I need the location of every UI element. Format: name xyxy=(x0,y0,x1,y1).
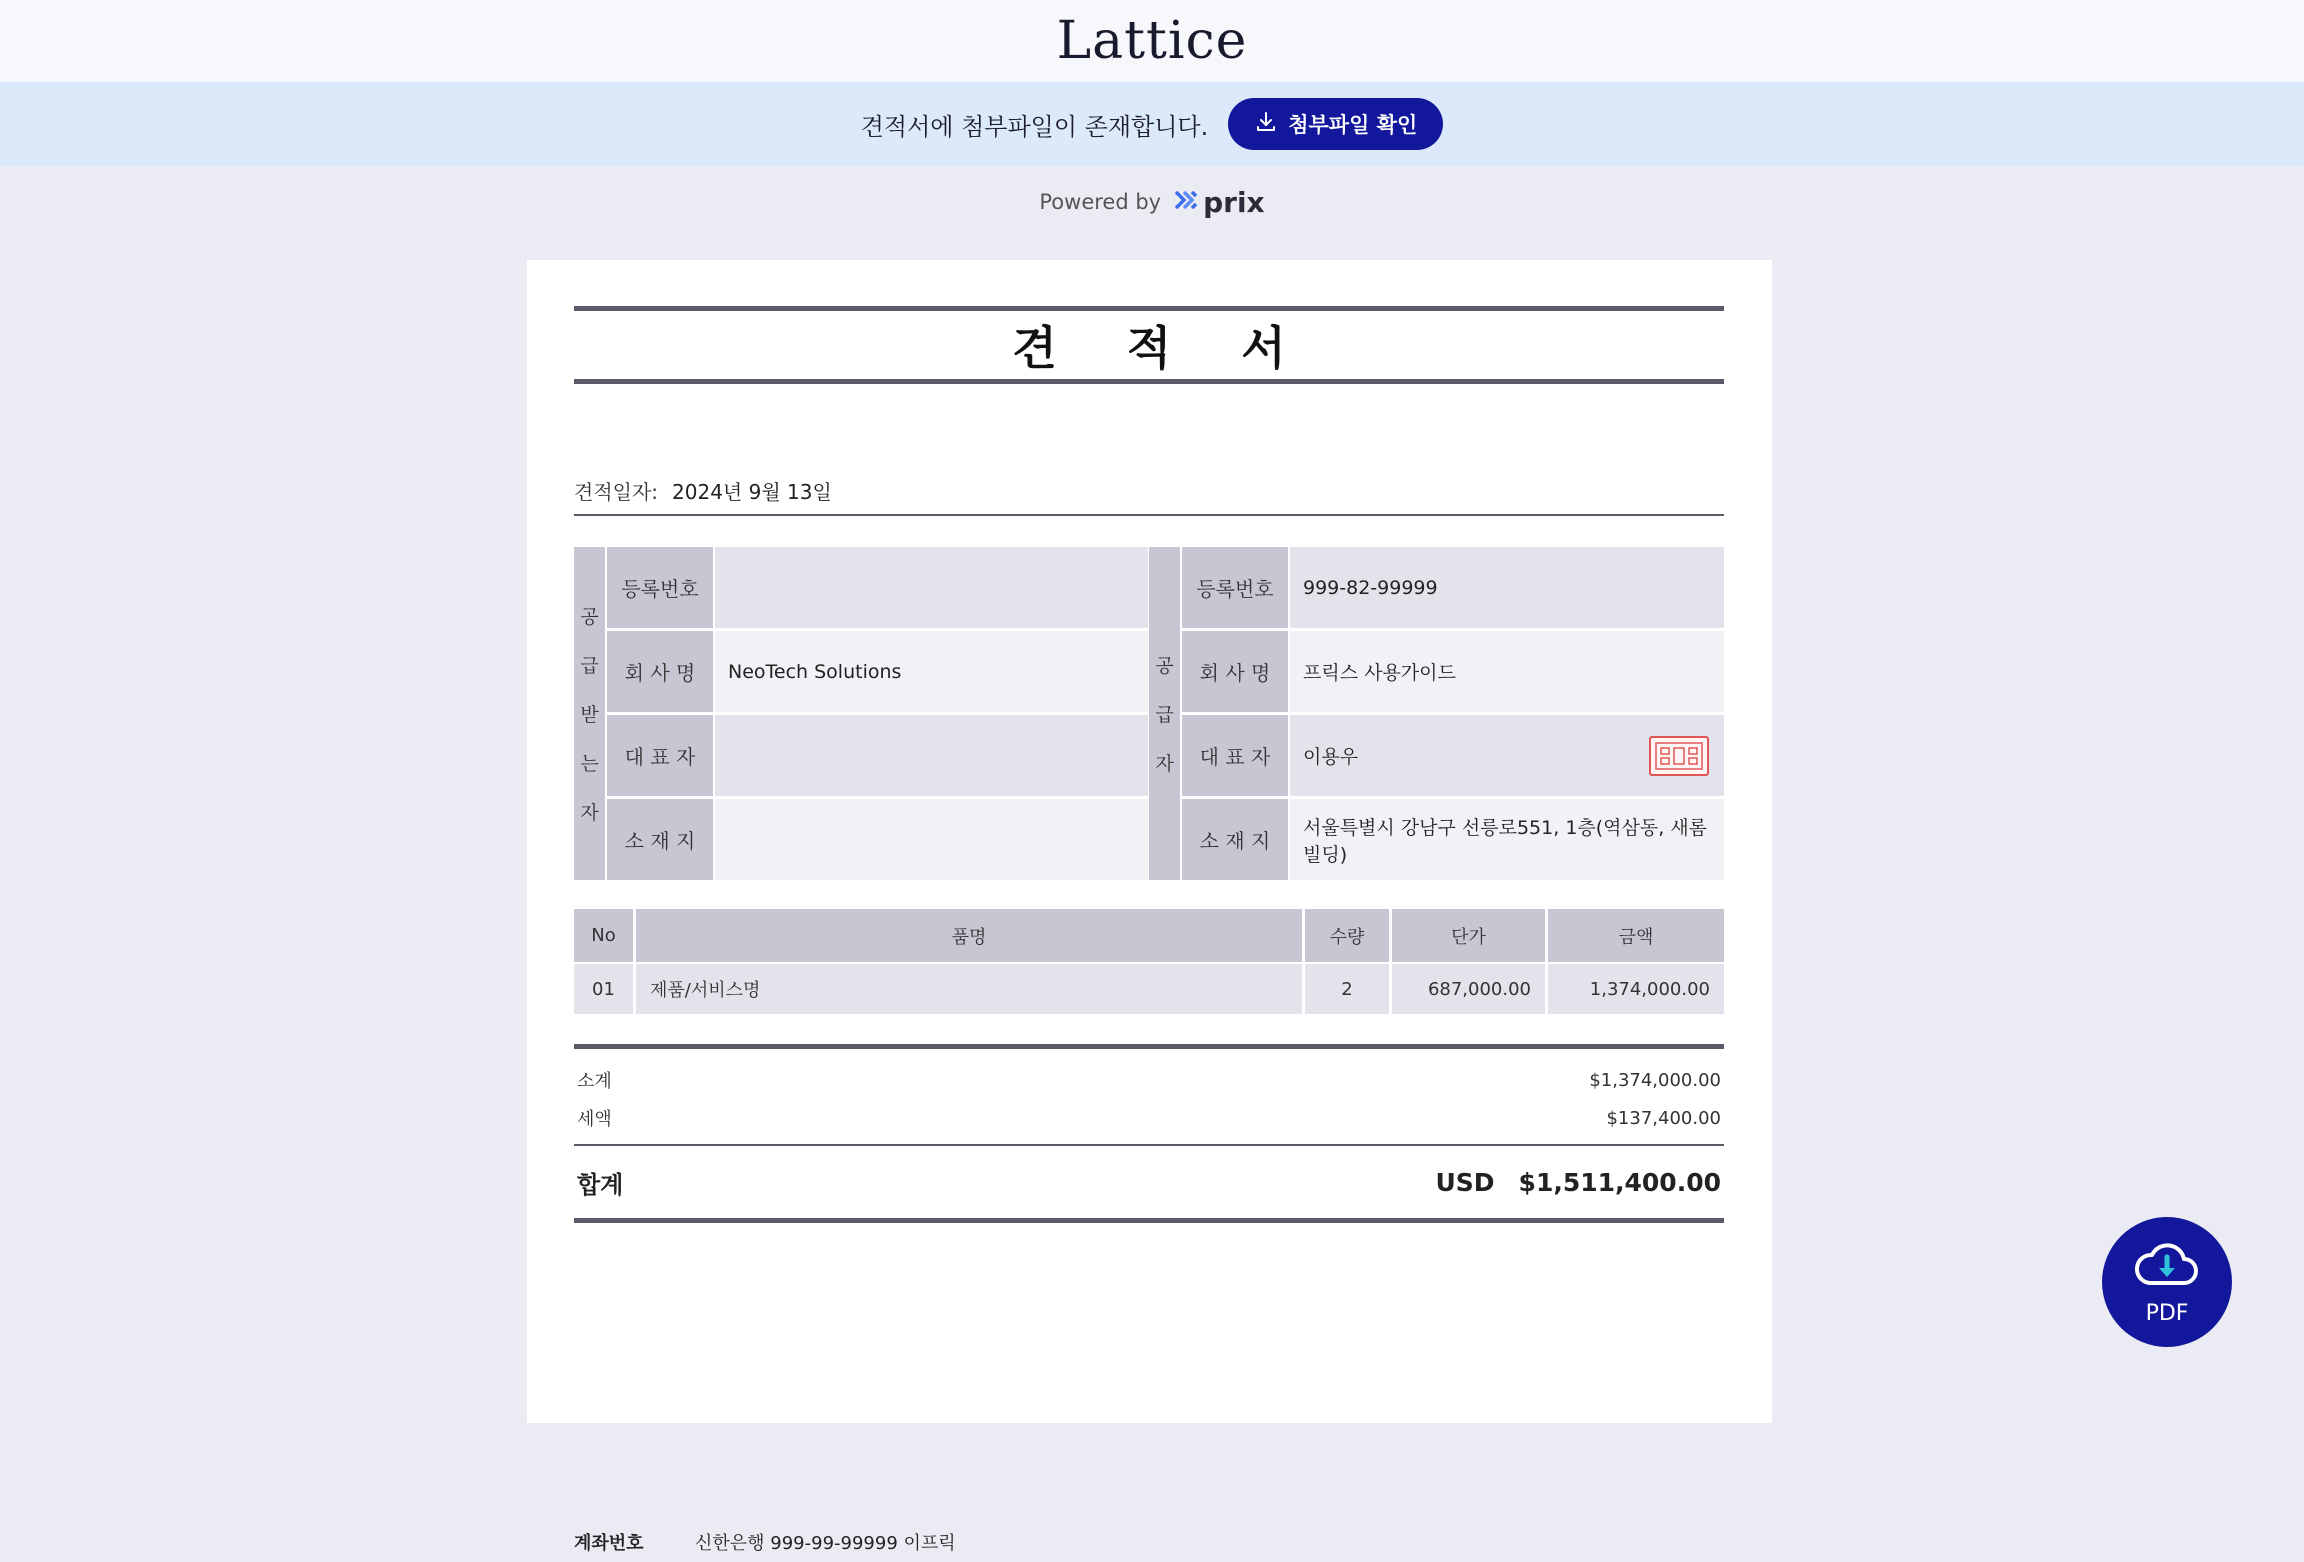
grand-total-label: 합계 xyxy=(577,1170,624,1199)
document-title-block xyxy=(574,306,1724,384)
subtotal-value: $1,374,000.00 xyxy=(1589,1069,1721,1091)
totals-bottom-rule xyxy=(574,1218,1724,1223)
buyer-ceo-value xyxy=(715,715,1148,796)
subtotal-row xyxy=(574,1061,1724,1099)
top-bar xyxy=(0,0,2304,82)
buyer-side-label xyxy=(574,547,605,880)
supplier-side-char: 자 xyxy=(1155,753,1174,775)
view-attachment-label: 첨부파일 확인 xyxy=(1288,113,1418,137)
bank-account-value: 신한은행 999-99-99999 이프릭 xyxy=(695,1533,956,1554)
pdf-label: PDF xyxy=(2145,1300,2189,1326)
powered-by-text: Powered by xyxy=(1039,190,1162,214)
quote-document xyxy=(527,260,1772,1554)
powered-by xyxy=(0,182,2304,222)
items-header-amount: 금액 xyxy=(1548,909,1724,962)
bank-account-row xyxy=(574,1522,1724,1562)
item-no: 01 xyxy=(574,964,633,1014)
company-seal-stamp xyxy=(1649,736,1709,776)
buyer-ceo-label: 대 표 자 xyxy=(607,715,713,796)
bank-account-label: 계좌번호 xyxy=(574,1533,644,1554)
brand-logo[interactable]: Lattice xyxy=(1056,11,1248,71)
tax-value: $137,400.00 xyxy=(1606,1107,1721,1129)
grand-total-value: $1,511,400.00 xyxy=(1518,1167,1721,1197)
supplier-side-label xyxy=(1149,547,1180,880)
subtotal-label: 소계 xyxy=(577,1071,612,1092)
attachment-banner xyxy=(0,82,2304,166)
prix-mark-icon xyxy=(1173,187,1199,218)
items-header-unit-price: 단가 xyxy=(1392,909,1545,962)
prix-logo-text: prix xyxy=(1203,185,1265,219)
supplier-side-char: 공 xyxy=(1155,655,1174,677)
items-table xyxy=(574,909,1724,1014)
document-title: 견적서 xyxy=(1012,321,1356,375)
supplier-reg-label: 등록번호 xyxy=(1182,547,1288,628)
quote-date-label: 견적일자: xyxy=(574,479,659,504)
supplier-side-char: 급 xyxy=(1155,704,1174,726)
buyer-address-value xyxy=(715,799,1148,880)
party-info-table xyxy=(574,547,1724,880)
item-name: 제품/서비스명 xyxy=(636,964,1302,1014)
buyer-reg-label: 등록번호 xyxy=(607,547,713,628)
buyer-reg-value xyxy=(715,547,1148,628)
buyer-side-char: 자 xyxy=(580,802,599,824)
grand-total-row xyxy=(574,1146,1724,1218)
buyer-company-value: NeoTech Solutions xyxy=(715,631,1148,712)
buyer-address-label: 소 재 지 xyxy=(607,799,713,880)
items-header-no: No xyxy=(574,909,633,962)
buyer-company-label: 회 사 명 xyxy=(607,631,713,712)
supplier-address-value: 서울특별시 강남구 선릉로551, 1층(역삼동, 새롬빌딩) xyxy=(1290,799,1724,880)
supplier-reg-value: 999-82-99999 xyxy=(1290,547,1724,628)
item-qty: 2 xyxy=(1305,964,1389,1014)
supplier-company-value: 프릭스 사용가이드 xyxy=(1290,631,1724,712)
quote-date-value: 2024년 9월 13일 xyxy=(672,479,832,504)
prix-logo[interactable] xyxy=(1173,186,1265,219)
supplier-ceo-cell xyxy=(1290,715,1724,796)
buyer-side-char: 급 xyxy=(580,655,599,677)
supplier-address-label: 소 재 지 xyxy=(1182,799,1288,880)
tax-row xyxy=(574,1099,1724,1137)
buyer-side-char: 받 xyxy=(580,704,599,726)
buyer-side-char: 는 xyxy=(580,753,599,775)
view-attachment-button[interactable] xyxy=(1228,98,1443,150)
items-header-qty: 수량 xyxy=(1305,909,1389,962)
item-amount: 1,374,000.00 xyxy=(1548,964,1724,1014)
totals-section xyxy=(574,1044,1724,1223)
buyer-side-char: 공 xyxy=(580,606,599,628)
supplier-ceo-label: 대 표 자 xyxy=(1182,715,1288,796)
supplier-ceo-value: 이용우 xyxy=(1303,746,1359,768)
download-pdf-button[interactable] xyxy=(2102,1217,2232,1347)
download-icon xyxy=(1254,110,1278,139)
tax-label: 세액 xyxy=(577,1109,612,1130)
cloud-download-icon xyxy=(2132,1239,2202,1297)
grand-total-amount xyxy=(1435,1168,1721,1197)
items-header-name: 품명 xyxy=(636,909,1302,962)
item-unit-price: 687,000.00 xyxy=(1392,964,1545,1014)
supplier-company-label: 회 사 명 xyxy=(1182,631,1288,712)
banner-message: 견적서에 첨부파일이 존재합니다. xyxy=(860,112,1209,141)
grand-total-currency: USD xyxy=(1435,1167,1495,1197)
quote-date-row xyxy=(574,466,1724,516)
